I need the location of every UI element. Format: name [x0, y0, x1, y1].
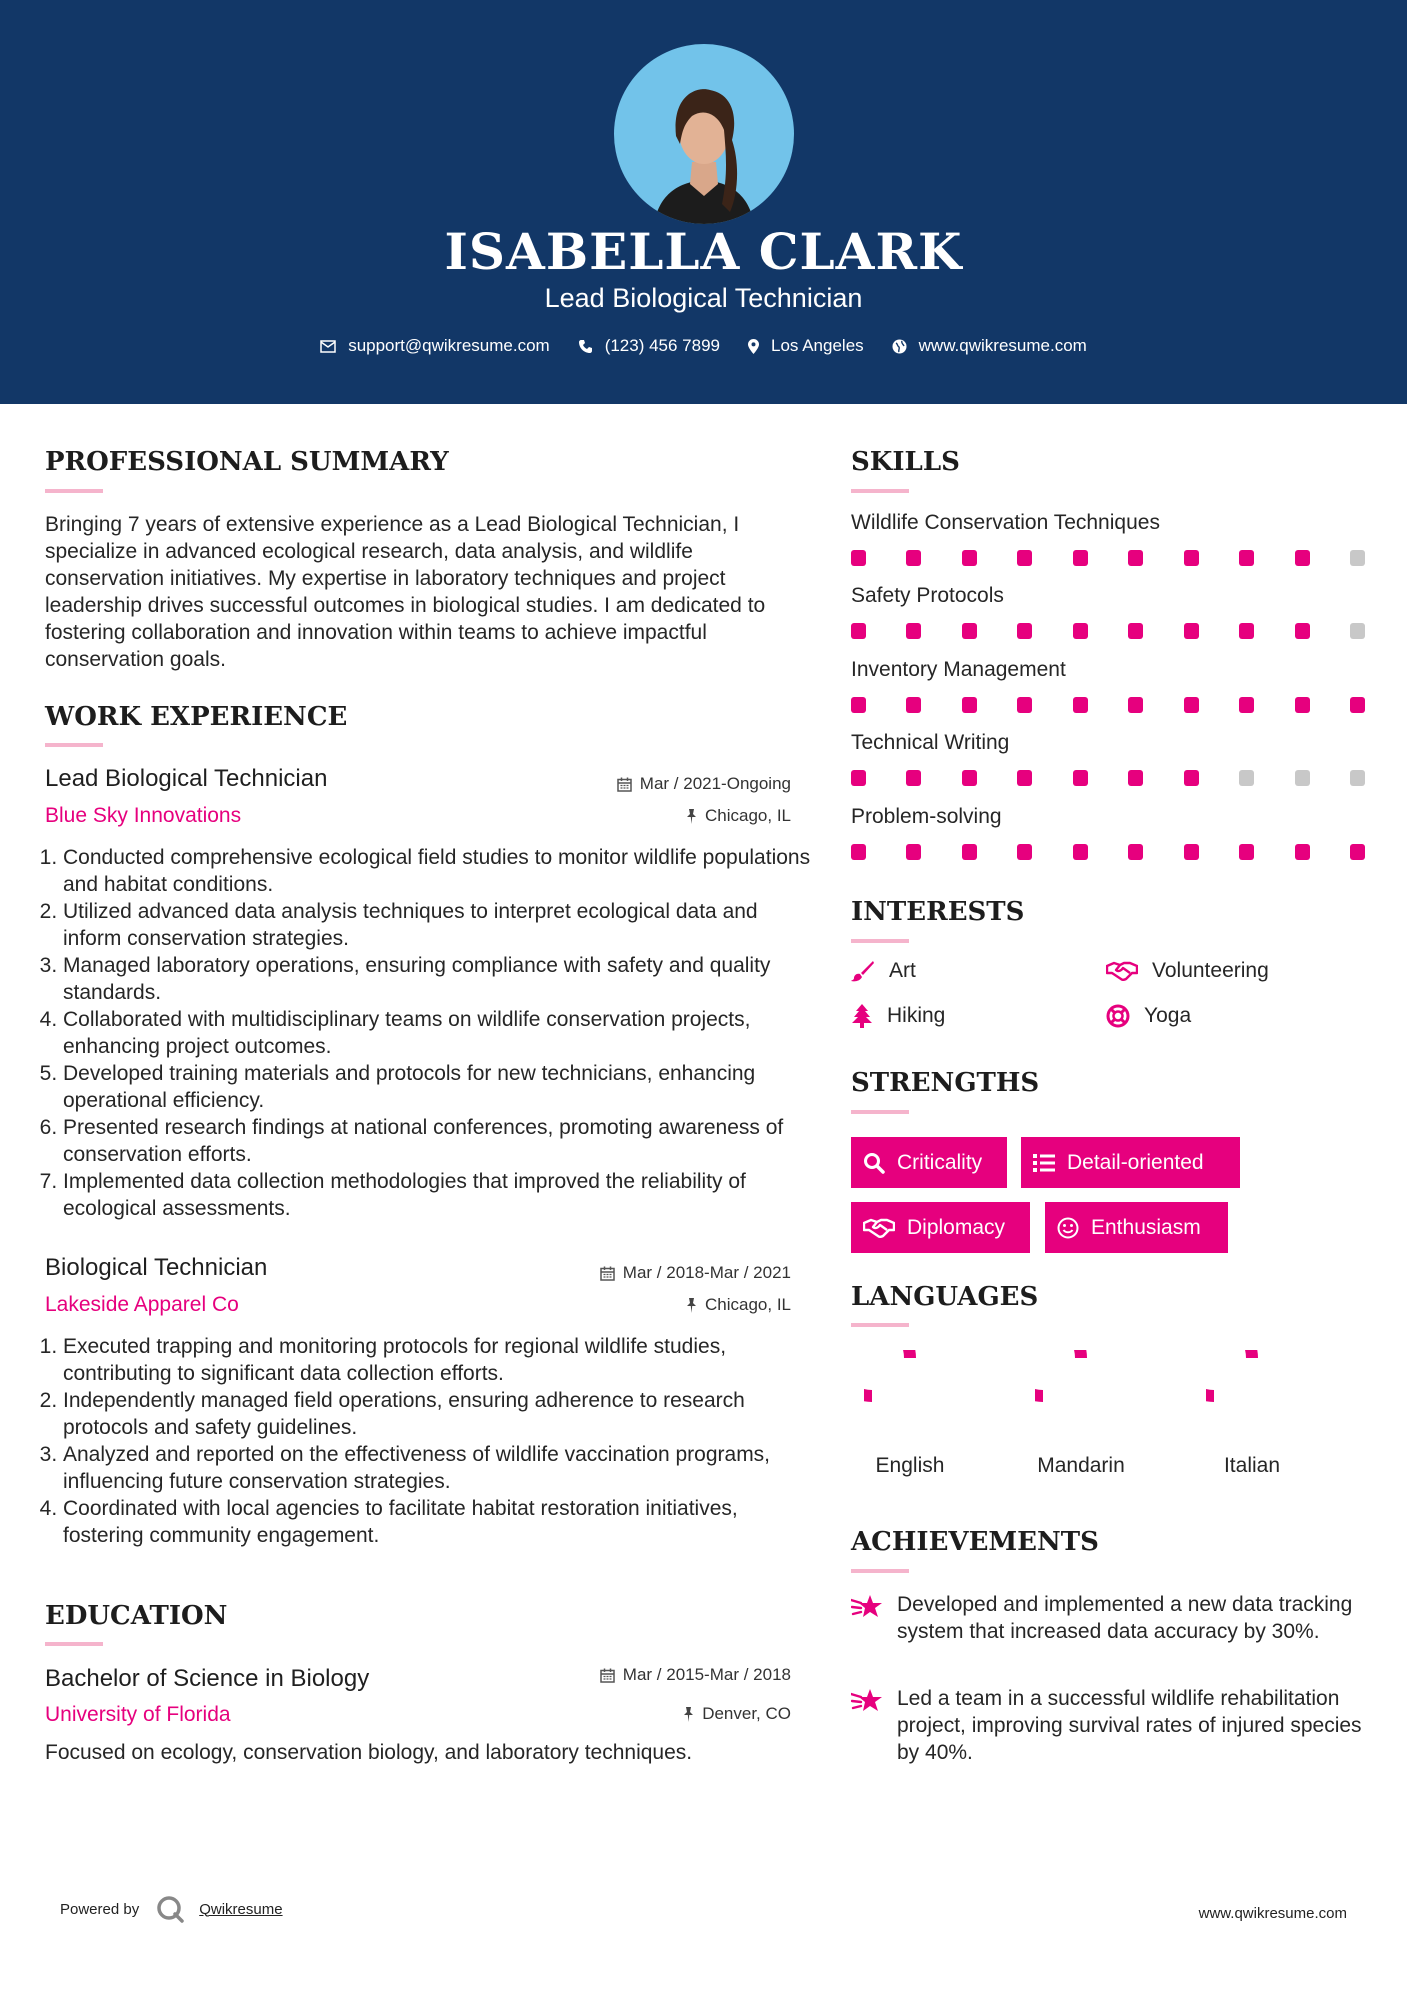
language-item	[1187, 1350, 1317, 1478]
language-name: English	[875, 1454, 945, 1477]
contact-phone-text: (123) 456 7899	[604, 336, 721, 355]
skill-dot-filled	[1073, 844, 1088, 860]
skill-dot-filled	[1239, 844, 1254, 860]
summary-rule	[45, 489, 103, 493]
skill-dot-filled	[962, 844, 977, 860]
achievement-item	[851, 1685, 1371, 1766]
job-title: Biological Technician	[45, 1254, 268, 1281]
skill-dot-filled	[1184, 550, 1199, 566]
language-item	[1016, 1350, 1146, 1478]
envelope-icon	[320, 340, 336, 353]
job-bullets	[45, 1333, 813, 1549]
list-item: 4. Collaborated with multidisciplinary teams on wildlife conservation projects, enhancing project outcomes.	[63, 1006, 813, 1060]
skill-dot-filled	[1073, 697, 1088, 713]
list-item: 7. Implemented data collection methodologies that improved the reliability of ecological assessments.	[63, 1168, 813, 1222]
skill-dot-filled	[851, 623, 866, 639]
paintbrush-icon	[851, 960, 875, 982]
footer-branding	[60, 1894, 283, 1924]
job-dates	[491, 774, 791, 794]
skill-dot-filled	[962, 697, 977, 713]
skill-dot-empty	[1350, 623, 1365, 639]
education-description: Focused on ecology, conservation biology, and laboratory techniques.	[45, 1741, 693, 1764]
skill-rating	[851, 844, 1365, 860]
experience-heading: WORK EXPERIENCE	[45, 702, 348, 732]
skill-dot-empty	[1350, 770, 1365, 786]
powered-by-text: Powered by	[60, 1900, 140, 1918]
language-item	[845, 1350, 975, 1478]
skill-dot-filled	[1239, 623, 1254, 639]
strength-tag	[851, 1137, 1007, 1188]
skill-rating	[851, 770, 1365, 786]
skill-dot-empty	[1350, 550, 1365, 566]
skill-dot-filled	[1184, 770, 1199, 786]
skill-dot-empty	[1239, 770, 1254, 786]
skill-dot-filled	[1128, 770, 1143, 786]
skill-name: Wildlife Conservation Techniques	[851, 511, 1160, 534]
lifebuoy-icon	[1106, 1004, 1130, 1028]
education-rule	[45, 1642, 103, 1646]
list-item: 2. Utilized advanced data analysis techniques to interpret ecological data and inform conservation strategies.	[63, 898, 813, 952]
skill-dot-filled	[1184, 844, 1199, 860]
languages-heading: LANGUAGES	[851, 1282, 1039, 1312]
phone-icon	[578, 339, 593, 354]
strengths-rule	[851, 1110, 909, 1114]
handshake-icon	[863, 1218, 895, 1238]
interest-label: Yoga	[1144, 1004, 1192, 1027]
interest-item	[851, 1004, 945, 1028]
skill-name: Safety Protocols	[851, 584, 1004, 607]
job-location-text: Chicago, IL	[705, 806, 791, 825]
job-dates-text: Mar / 2018-Mar / 2021	[622, 1263, 791, 1282]
candidate-title: Lead Biological Technician	[544, 283, 863, 313]
shooting-star-icon	[851, 1593, 883, 1621]
smile-icon	[1057, 1217, 1079, 1239]
language-gauge-arc	[1206, 1350, 1252, 1396]
contact-location	[748, 336, 864, 356]
skill-dot-filled	[906, 623, 921, 639]
contact-location-text: Los Angeles	[771, 336, 864, 355]
skill-dot-filled	[851, 844, 866, 860]
skill-dot-filled	[1017, 770, 1032, 786]
list-item: 4. Coordinated with local agencies to facilitate habitat restoration initiatives, fostering community engagement.	[63, 1495, 813, 1549]
search-icon	[863, 1152, 885, 1174]
skill-dot-filled	[1295, 697, 1310, 713]
job-bullets	[45, 844, 813, 1222]
strength-tag	[1045, 1202, 1228, 1253]
calendar-icon	[600, 1668, 615, 1683]
list-item: 1. Conducted comprehensive ecological field studies to monitor wildlife populations and habitat conditions.	[63, 844, 813, 898]
list-item: 5. Developed training materials and protocols for new technicians, enhancing operational efficiency.	[63, 1060, 813, 1114]
skill-dot-filled	[1295, 550, 1310, 566]
company-name: Blue Sky Innovations	[45, 804, 242, 827]
education-heading: EDUCATION	[45, 1601, 228, 1631]
job-location	[491, 806, 791, 826]
skill-dot-filled	[962, 550, 977, 566]
job-location-text: Chicago, IL	[705, 1295, 791, 1314]
education-dates	[491, 1665, 791, 1685]
language-gauge	[1035, 1350, 1127, 1442]
skill-dot-filled	[1073, 770, 1088, 786]
list-icon	[1033, 1154, 1055, 1172]
strength-tag	[1021, 1137, 1240, 1188]
contact-phone[interactable]	[578, 336, 720, 356]
achievements-heading: ACHIEVEMENTS	[851, 1527, 1099, 1557]
profile-photo	[614, 44, 794, 224]
list-item: 3. Managed laboratory operations, ensuring compliance with safety and quality standards.	[63, 952, 813, 1006]
achievement-text: Developed and implemented a new data tracking system that increased data accuracy by 30%.	[897, 1593, 1353, 1643]
skill-dot-filled	[1128, 844, 1143, 860]
language-gauge-arc	[864, 1350, 910, 1396]
skill-dot-filled	[1184, 623, 1199, 639]
skill-dot-filled	[906, 550, 921, 566]
skill-dot-filled	[1239, 697, 1254, 713]
skill-dot-filled	[1295, 844, 1310, 860]
contact-email[interactable]	[320, 336, 550, 356]
globe-icon	[892, 339, 907, 354]
skill-dot-filled	[1128, 697, 1143, 713]
skill-dot-filled	[906, 770, 921, 786]
candidate-name: ISABELLA CLARK	[444, 222, 963, 281]
achievements-rule	[851, 1569, 909, 1573]
skill-dot-filled	[962, 623, 977, 639]
map-pin-icon	[748, 339, 759, 354]
handshake-icon	[1106, 961, 1138, 981]
contact-email-text: support@qwikresume.com	[348, 336, 550, 355]
skill-name: Technical Writing	[851, 731, 1010, 754]
skill-rating	[851, 697, 1365, 713]
skill-dot-filled	[1073, 623, 1088, 639]
languages-rule	[851, 1323, 909, 1327]
skill-dot-filled	[851, 770, 866, 786]
skill-dot-filled	[1073, 550, 1088, 566]
skill-dot-filled	[906, 844, 921, 860]
skill-dot-filled	[1128, 550, 1143, 566]
portrait-image	[614, 44, 794, 224]
skill-dot-filled	[1184, 697, 1199, 713]
degree-title: Bachelor of Science in Biology	[45, 1665, 370, 1692]
strength-label: Diplomacy	[907, 1215, 1006, 1239]
footer-website[interactable]: www.qwikresume.com	[1198, 1905, 1347, 1922]
qwikresume-link[interactable]: Qwikresume	[199, 1900, 283, 1918]
list-item: 2. Independently managed field operations, ensuring adherence to research protocols and safety guidelines.	[63, 1387, 813, 1441]
summary-heading: PROFESSIONAL SUMMARY	[45, 447, 449, 477]
skill-dot-filled	[1017, 697, 1032, 713]
interest-item	[851, 959, 916, 983]
contact-bar	[0, 336, 1407, 356]
strength-tag	[851, 1202, 1030, 1253]
interest-item	[1106, 959, 1269, 983]
language-name: Italian	[1223, 1454, 1281, 1477]
skills-rule	[851, 489, 909, 493]
skill-dot-filled	[1350, 697, 1365, 713]
resume-header	[0, 0, 1407, 404]
strength-label: Enthusiasm	[1091, 1215, 1201, 1239]
experience-rule	[45, 743, 103, 747]
pushpin-icon	[686, 1298, 697, 1313]
skill-dot-empty	[1295, 770, 1310, 786]
pushpin-icon	[686, 809, 697, 824]
education-location	[491, 1704, 791, 1724]
tree-icon	[851, 1004, 873, 1028]
skill-dot-filled	[1128, 623, 1143, 639]
skill-dot-filled	[1239, 550, 1254, 566]
interest-item	[1106, 1004, 1191, 1028]
skill-dot-filled	[1017, 844, 1032, 860]
interests-heading: INTERESTS	[851, 897, 1025, 927]
pushpin-icon	[683, 1707, 694, 1722]
job-title: Lead Biological Technician	[45, 765, 328, 792]
skill-dot-filled	[906, 697, 921, 713]
company-name: Lakeside Apparel Co	[45, 1293, 239, 1316]
list-item: 3. Analyzed and reported on the effectiveness of wildlife vaccination programs, influencing future conservation strategies.	[63, 1441, 813, 1495]
calendar-icon	[600, 1266, 615, 1281]
interest-label: Hiking	[887, 1004, 946, 1027]
job-dates	[491, 1263, 791, 1283]
shooting-star-icon	[851, 1687, 883, 1715]
skill-name: Inventory Management	[851, 658, 1066, 681]
skill-dot-filled	[962, 770, 977, 786]
qwikresume-logo-icon	[155, 1894, 185, 1924]
skill-dot-filled	[1295, 623, 1310, 639]
language-name: Mandarin	[1037, 1454, 1125, 1477]
skill-dot-filled	[851, 550, 866, 566]
list-item: 6. Presented research findings at national conferences, promoting awareness of conservation efforts.	[63, 1114, 813, 1168]
skill-dot-filled	[851, 697, 866, 713]
contact-website[interactable]	[892, 336, 1087, 356]
language-gauge	[864, 1350, 956, 1442]
skill-dot-filled	[1017, 623, 1032, 639]
skill-rating	[851, 550, 1365, 566]
skill-dot-filled	[1350, 844, 1365, 860]
contact-website-text: www.qwikresume.com	[918, 336, 1087, 355]
language-gauge-arc	[1035, 1350, 1081, 1396]
summary-text: Bringing 7 years of extensive experience as a Lead Biological Technician, I specialize in advanced ecological research, data analysis, and wildlife conservation initiatives. My expertise in laboratory techniques and project leadership drives successful outcomes in biological studies. I am dedicated to fostering collaboration and innovation within teams to achieve impactful conservation goals.	[45, 513, 766, 671]
school-name: University of Florida	[45, 1703, 231, 1726]
achievement-text: Led a team in a successful wildlife rehabilitation project, improving survival rates of injured species by 40%.	[897, 1687, 1362, 1764]
strengths-heading: STRENGTHS	[851, 1068, 1040, 1098]
calendar-icon	[617, 777, 632, 792]
skill-rating	[851, 623, 1365, 639]
job-dates-text: Mar / 2021-Ongoing	[639, 774, 791, 793]
interest-label: Volunteering	[1152, 959, 1269, 982]
language-gauge	[1206, 1350, 1298, 1442]
strength-label: Criticality	[897, 1150, 983, 1174]
education-location-text: Denver, CO	[702, 1704, 791, 1723]
education-dates-text: Mar / 2015-Mar / 2018	[622, 1665, 791, 1684]
achievement-item	[851, 1591, 1371, 1645]
skill-dot-filled	[1017, 550, 1032, 566]
skill-name: Problem-solving	[851, 805, 1002, 828]
list-item: 1. Executed trapping and monitoring protocols for regional wildlife studies, contributing to significant data collection efforts.	[63, 1333, 813, 1387]
job-location	[491, 1295, 791, 1315]
interest-label: Art	[889, 959, 916, 982]
skills-heading: SKILLS	[851, 447, 960, 477]
strength-label: Detail-oriented	[1067, 1150, 1204, 1174]
interests-rule	[851, 939, 909, 943]
